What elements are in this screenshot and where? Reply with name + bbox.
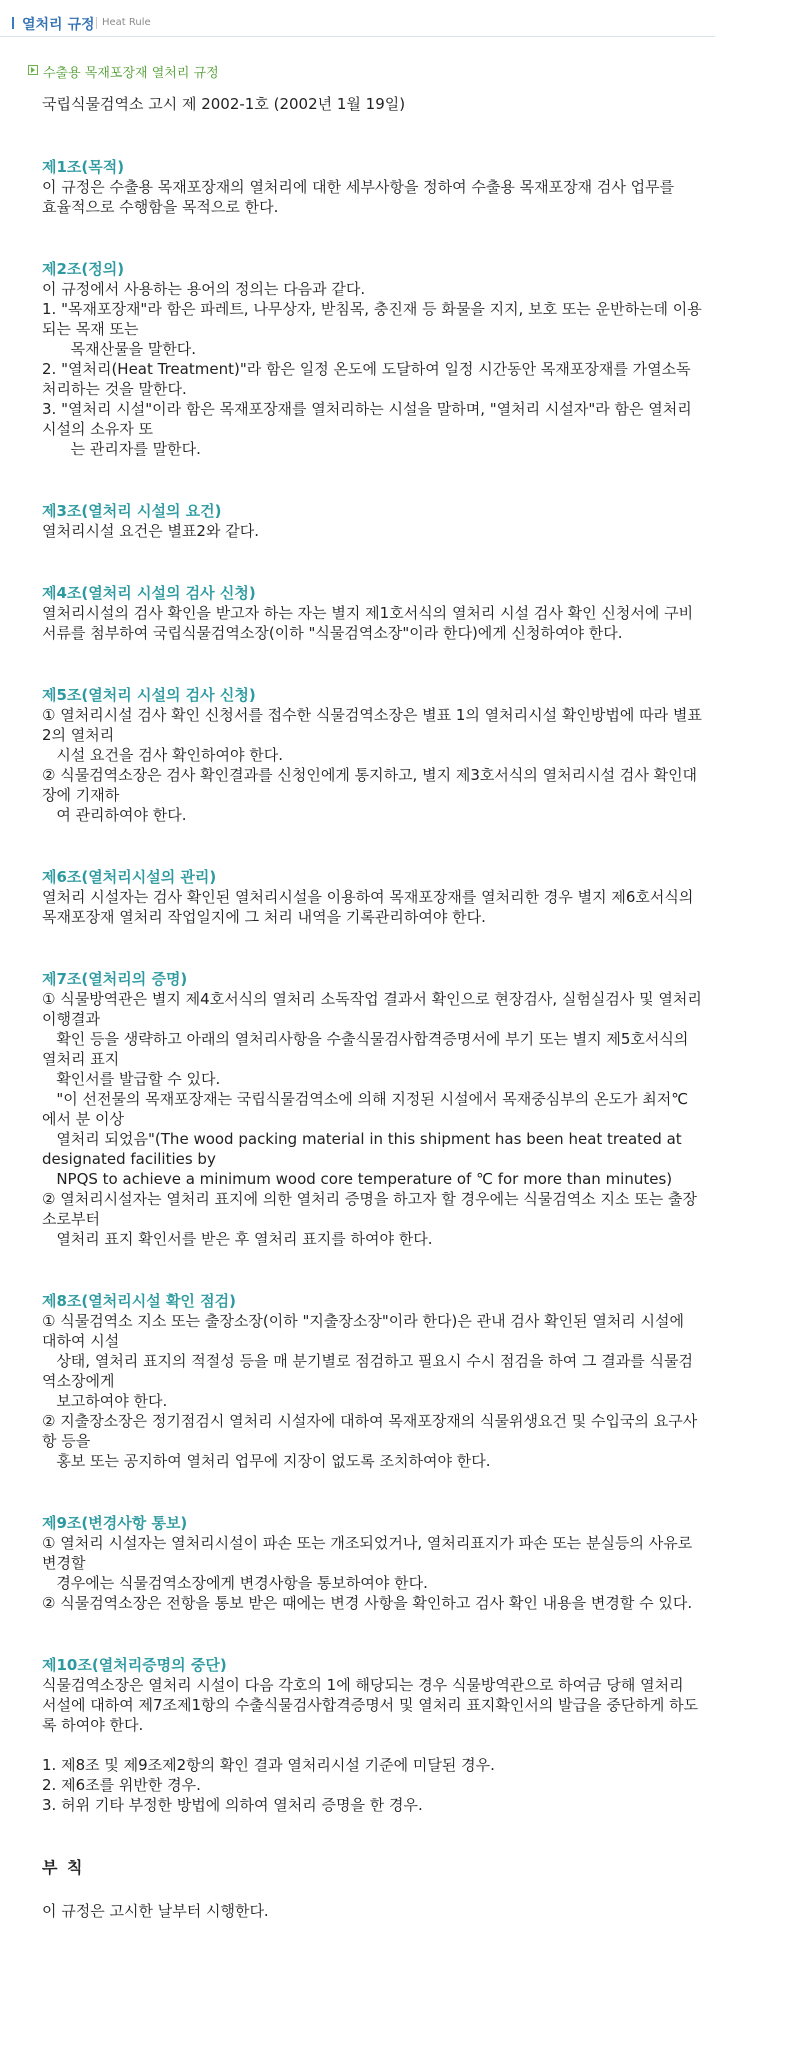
article-text-line: 이 규정은 수출용 목재포장재의 열처리에 대한 세부사항을 정하여 수출용 목재포장재 검사 업무를	[42, 178, 675, 196]
header-divider	[96, 17, 97, 29]
article-text-line: 확인서를 발급할 수 있다.	[42, 1070, 221, 1088]
article-text-line: 1. "목재포장재"라 함은 파레트, 나무상자, 받침목, 충진재 등 화물을 지지, 보호 또는 운반하는데 이용되는 목재 또는	[42, 300, 702, 338]
article-text-line: 열처리 되었음"(The wood packing material in this shipment has been heat treated at designated facilities by	[42, 1130, 687, 1168]
article-text-line: 는 관리자를 말한다.	[42, 440, 201, 458]
article-text-line: 3. "열처리 시설"이라 함은 목재포장재를 열처리하는 시설을 말하며, "열처리 시설자"라 함은 열처리시설의 소유자 또	[42, 400, 692, 438]
header-accent-bar	[12, 17, 14, 29]
article-6	[42, 867, 702, 927]
article-text-line: 열처리시설의 검사 확인을 받고자 하는 자는 별지 제1호서식의 열처리 시설 검사 확인 신청서에 구비서류를 첨부하여 국립식물검역소장(이하 "식물검역소장"이라 한다)에게 신청하여야 한다.	[42, 604, 694, 642]
article-text-line: 홍보 또는 공지하여 열처리 업무에 지장이 없도록 조치하여야 한다.	[42, 1452, 491, 1470]
article-4	[42, 583, 702, 643]
article-text-line: 열처리시설 요건은 별표2와 같다.	[42, 522, 259, 540]
article-3	[42, 501, 702, 541]
article-text-line: 2. 제6조를 위반한 경우.	[42, 1776, 201, 1794]
article-text-line: 1. 제8조 및 제9조제2항의 확인 결과 열처리시설 기준에 미달된 경우.	[42, 1756, 495, 1774]
article-7	[42, 969, 707, 1249]
article-text-line: 경우에는 식물검역소장에게 변경사항을 통보하여야 한다.	[42, 1574, 428, 1592]
article-text-line: ② 식물검역소장은 전항을 통보 받은 때에는 변경 사항을 확인하고 검사 확인 내용을 변경할 수 있다.	[42, 1594, 693, 1612]
article-title: 제2조(정의)	[42, 260, 125, 278]
article-title: 제10조(열처리증명의 중단)	[42, 1656, 227, 1674]
article-text-line: ① 식물검역소 지소 또는 출장소장(이하 "지출장소장"이라 한다)은 관내 검사 확인된 열처리 시설에 대하여 시설	[42, 1312, 689, 1350]
article-text-line: ① 열처리시설 검사 확인 신청서를 접수한 식물검역소장은 별표 1의 열처리시설 확인방법에 따라 별표2의 열처리	[42, 706, 702, 744]
article-title: 제3조(열처리 시설의 요건)	[42, 502, 222, 520]
article-text-line: ② 지출장소장은 정기점검시 열처리 시설자에 대하여 목재포장재의 식물위생요건 및 수입국의 요구사항 등을	[42, 1412, 698, 1450]
article-text-line: 확인 등을 생략하고 아래의 열처리사항을 수출식물검사합격증명서에 부기 또는 별지 제5호서식의 열처리 표지	[42, 1030, 694, 1068]
supplementary-text: 이 규정은 고시한 날부터 시행한다.	[42, 1902, 269, 1920]
article-9	[42, 1513, 702, 1613]
article-text-line: NPQS to achieve a minimum wood core temperature of ℃ for more than minutes)	[42, 1170, 673, 1188]
paragraph-gap	[42, 1735, 702, 1755]
supplementary-title: 부 칙	[42, 1858, 85, 1877]
article-8	[42, 1291, 702, 1471]
page-subtitle: Heat Rule	[102, 17, 151, 28]
article-text-line: ① 열처리 시설자는 열처리시설이 파손 또는 개조되었거나, 열처리표지가 파손 또는 분실등의 사유로변경할	[42, 1534, 693, 1572]
article-text-line: 목재산물을 말한다.	[42, 340, 197, 358]
article-text-line: 효율적으로 수행함을 목적으로 한다.	[42, 198, 279, 216]
article-text-line: ② 열처리시설자는 열처리 표지에 의한 열처리 증명을 하고자 할 경우에는 식물검역소 지소 또는 출장소로부터	[42, 1190, 698, 1228]
page-header	[0, 0, 715, 37]
arrow-box-icon	[28, 65, 38, 75]
notice-line: 국립식물검역소 고시 제 2002-1호 (2002년 1월 19일)	[42, 95, 406, 113]
page-title: 열처리 규정	[22, 17, 95, 33]
article-title: 제8조(열처리시설 확인 점검)	[42, 1292, 236, 1310]
articles-container	[42, 157, 707, 1921]
article-text-line: 2. "열처리(Heat Treatment)"라 함은 일정 온도에 도달하여 일정 시간동안 목재포장재를 가열소독처리하는 것을 말한다.	[42, 360, 691, 398]
article-text-line: 보고하여야 한다.	[42, 1392, 168, 1410]
article-text-line: 여 관리하여야 한다.	[42, 806, 187, 824]
article-title: 제4조(열처리 시설의 검사 신청)	[42, 584, 256, 602]
article-text-line: 상태, 열처리 표지의 적절성 등을 매 분기별로 점검하고 필요시 수시 점검을 하여 그 결과를 식물검역소장에게	[42, 1352, 693, 1390]
article-title: 제5조(열처리 시설의 검사 신청)	[42, 686, 256, 704]
article-text-line: 시설 요건을 검사 확인하여야 한다.	[42, 746, 284, 764]
article-text-line: ② 식물검역소장은 검사 확인결과를 신청인에게 통지하고, 별지 제3호서식의 열처리시설 검사 확인대장에 기재하	[42, 766, 698, 804]
article-title: 제7조(열처리의 증명)	[42, 970, 188, 988]
article-text-line: 이 규정에서 사용하는 용어의 정의는 다음과 같다.	[42, 280, 366, 298]
article-text-line: "이 선전물의 목재포장재는 국립식물검역소에 의해 지정된 시설에서 목재중심부의 온도가 최저℃에서 분 이상	[42, 1090, 689, 1128]
article-text-line: 3. 허위 기타 부정한 방법에 의하여 열처리 증명을 한 경우.	[42, 1796, 423, 1814]
article-1	[42, 157, 702, 217]
article-title: 제1조(목적)	[42, 158, 125, 176]
article-text-line: 열처리 표지 확인서를 받은 후 열처리 표지를 하여야 한다.	[42, 1230, 433, 1248]
article-text-line: 열처리 시설자는 검사 확인된 열처리시설을 이용하여 목재포장재를 열처리한 경우 별지 제6호서식의 목재포장재 열처리 작업일지에 그 처리 내역을 기록관리하여야 한다.	[42, 888, 699, 926]
article-text-line: ① 식물방역관은 별지 제4호서식의 열처리 소독작업 결과서 확인으로 현장검사, 실험실검사 및 열처리 이행결과	[42, 990, 707, 1028]
article-title: 제6조(열처리시설의 관리)	[42, 868, 217, 886]
article-title: 제9조(변경사항 통보)	[42, 1514, 188, 1532]
section-heading-text: 수출용 목재포장재 열처리 규정	[43, 66, 219, 81]
article-5	[42, 685, 702, 825]
article-10	[42, 1655, 702, 1815]
article-2	[42, 259, 702, 459]
article-text-line: 식물검역소장은 열처리 시설이 다음 각호의 1에 해당되는 경우 식물방역관으로 하여금 당해 열처리 서설에 대하여 제7조제1항의 수출식물검사합격증명서 및 열처리 표지확인서의 발급을 중단하게 하도록 하여야 한다.	[42, 1676, 699, 1734]
